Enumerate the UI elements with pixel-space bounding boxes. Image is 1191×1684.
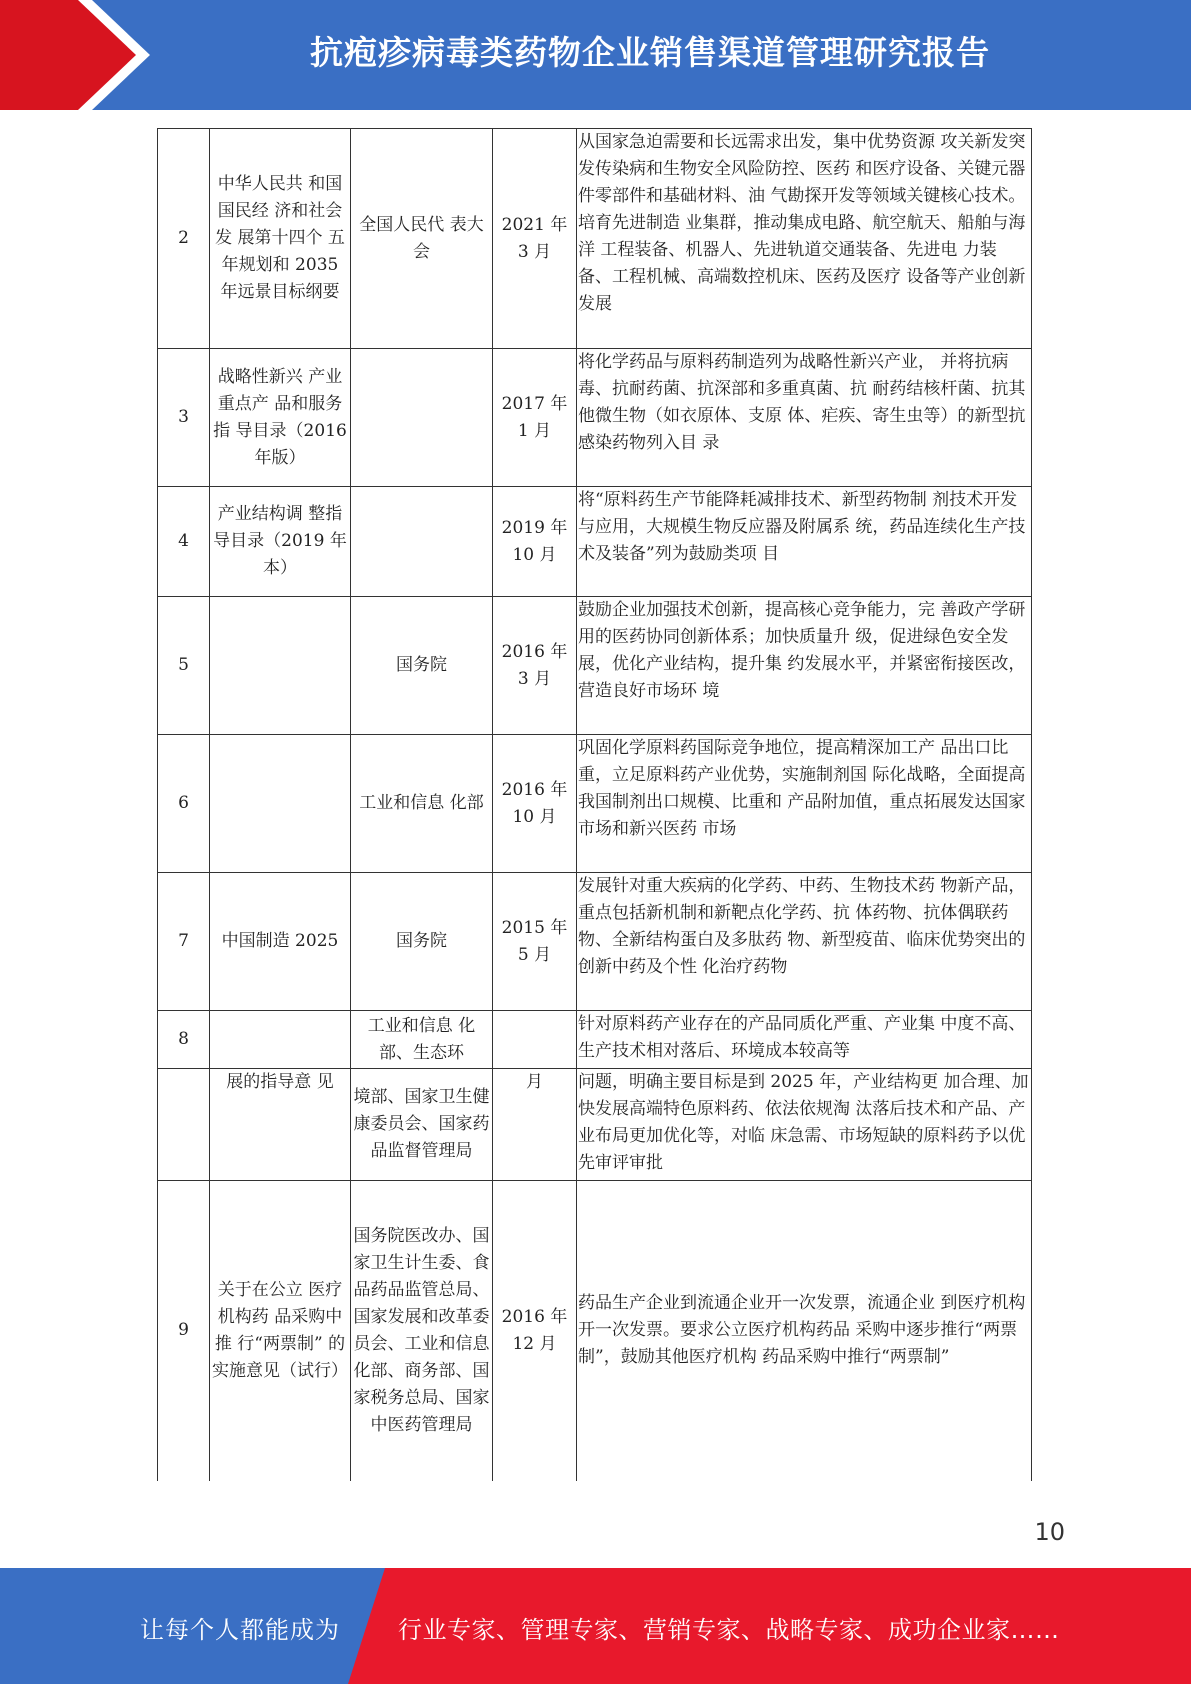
table-row	[158, 873, 1032, 1011]
policy-issuer: 全国人民代 表大会	[351, 129, 493, 349]
policy-date	[493, 1011, 577, 1069]
policy-content: 巩固化学原料药国际竞争地位，提高精深加工产 品出口比重，立足原料药产业优势，实施制剂国 际化战略，全面提高我国制剂出口规模、比重和 产品附加值，重点拓展发达国家市场和新兴医药 市场	[577, 735, 1032, 873]
policy-name: 战略性新兴 产业重点产 品和服务指 导目录（2016 年版）	[210, 349, 351, 487]
policy-content: 将“原料药生产节能降耗减排技术、新型药物制 剂技术开发与应用，大规模生物反应器及附属系 统，药品连续化生产技术及装备”列为鼓励类项 目	[577, 487, 1032, 597]
policy-date: 2015 年 5 月	[493, 873, 577, 1011]
row-number	[158, 1069, 210, 1181]
policy-date: 2016 年 3 月	[493, 597, 577, 735]
policy-date: 2016 年 10 月	[493, 735, 577, 873]
policy-issuer: 国务院	[351, 873, 493, 1011]
table-row	[158, 1181, 1032, 1481]
policy-date: 2019 年 10 月	[493, 487, 577, 597]
report-title: 抗疱疹病毒类药物企业销售渠道管理研究报告	[310, 33, 990, 72]
policy-issuer	[351, 487, 493, 597]
policy-content: 发展针对重大疾病的化学药、中药、生物技术药 物新产品，重点包括新机制和新靶点化学药、抗 体药物、抗体偶联药物、全新结构蛋白及多肽药 物、新型疫苗、临床优势突出的创新中药及个性 化治疗药物	[577, 873, 1032, 1011]
policy-name	[210, 735, 351, 873]
policy-name	[210, 597, 351, 735]
table-row	[158, 349, 1032, 487]
policy-issuer	[351, 349, 493, 487]
table-row	[158, 1069, 1032, 1181]
policy-content: 药品生产企业到流通企业开一次发票，流通企业 到医疗机构开一次发票。要求公立医疗机构药品 采购中逐步推行“两票制”，鼓励其他医疗机构 药品采购中推行“两票制”	[577, 1181, 1032, 1481]
table-row	[158, 487, 1032, 597]
footer-slogan-left: 让每个人都能成为	[140, 1616, 340, 1644]
policy-date: 月	[493, 1069, 577, 1181]
table-row	[158, 1011, 1032, 1069]
policy-name	[210, 1011, 351, 1069]
policy-date: 2017 年 1 月	[493, 349, 577, 487]
row-number: 4	[158, 487, 210, 597]
policy-issuer: 国务院医改办、国家卫生计生委、食品药品监管总局、国家发展和改革委员会、工业和信息化部、商务部、国家税务总局、国家中医药管理局	[351, 1181, 493, 1481]
row-number: 9	[158, 1181, 210, 1481]
policy-content: 问题，明确主要目标是到 2025 年，产业结构更 加合理、加快发展高端特色原料药、依法依规淘 汰落后技术和产品、产业布局更加优化等，对临 床急需、市场短缺的原料药予以优先审评审批	[577, 1069, 1032, 1181]
footer-slogan-right: 行业专家、管理专家、营销专家、战略专家、成功企业家……	[398, 1616, 1060, 1644]
policy-name: 产业结构调 整指导目录（2019 年本）	[210, 487, 351, 597]
policy-name: 展的指导意 见	[210, 1069, 351, 1181]
table-row	[158, 735, 1032, 873]
policy-issuer: 国务院	[351, 597, 493, 735]
policy-issuer: 境部、国家卫生健康委员会、国家药品监督管理局	[351, 1069, 493, 1181]
row-number: 6	[158, 735, 210, 873]
row-number: 7	[158, 873, 210, 1011]
policy-table	[157, 128, 1032, 1481]
policy-name: 关于在公立 医疗机构药 品采购中推 行“两票制” 的实施意见（试行）	[210, 1181, 351, 1481]
policy-content: 针对原料药产业存在的产品同质化严重、产业集 中度不高、生产技术相对落后、环境成本较高等	[577, 1011, 1032, 1069]
policy-table-container	[157, 128, 1032, 1481]
row-number: 3	[158, 349, 210, 487]
row-number: 5	[158, 597, 210, 735]
table-row	[158, 597, 1032, 735]
footer-banner	[0, 1568, 1191, 1684]
policy-name: 中国制造 2025	[210, 873, 351, 1011]
policy-issuer: 工业和信息 化部	[351, 735, 493, 873]
policy-content: 鼓励企业加强技术创新，提高核心竞争能力，完 善政产学研用的医药协同创新体系；加快质量升 级，促进绿色安全发展，优化产业结构，提升集 约发展水平，并紧密衔接医改，营造良好市场环 境	[577, 597, 1032, 735]
policy-content: 从国家急迫需要和长远需求出发，集中优势资源 攻关新发突发传染病和生物安全风险防控、医药 和医疗设备、关键元器件零部件和基础材料、油 气勘探开发等领域关键核心技术。培育先进制造 业集群，推动集成电路、航空航天、船舶与海洋 工程装备、机器人、先进轨道交通装备、先进电 力装备、工程机械、高端数控机床、医药及医疗 设备等产业创新发展	[577, 129, 1032, 349]
table-row	[158, 129, 1032, 349]
page-number: 10	[1034, 1518, 1065, 1546]
row-number: 8	[158, 1011, 210, 1069]
header-banner	[0, 0, 1191, 110]
policy-date: 2016 年 12 月	[493, 1181, 577, 1481]
policy-name: 中华人民共 和国国民经 济和社会发 展第十四个 五年规划和 2035 年远景目标纲要	[210, 129, 351, 349]
policy-content: 将化学药品与原料药制造列为战略性新兴产业， 并将抗病毒、抗耐药菌、抗深部和多重真菌、抗 耐药结核杆菌、抗其他微生物（如衣原体、支原 体、疟疾、寄生虫等）的新型抗感染药物列入目 录	[577, 349, 1032, 487]
row-number: 2	[158, 129, 210, 349]
policy-issuer: 工业和信息 化部、生态环	[351, 1011, 493, 1069]
policy-date: 2021 年 3 月	[493, 129, 577, 349]
